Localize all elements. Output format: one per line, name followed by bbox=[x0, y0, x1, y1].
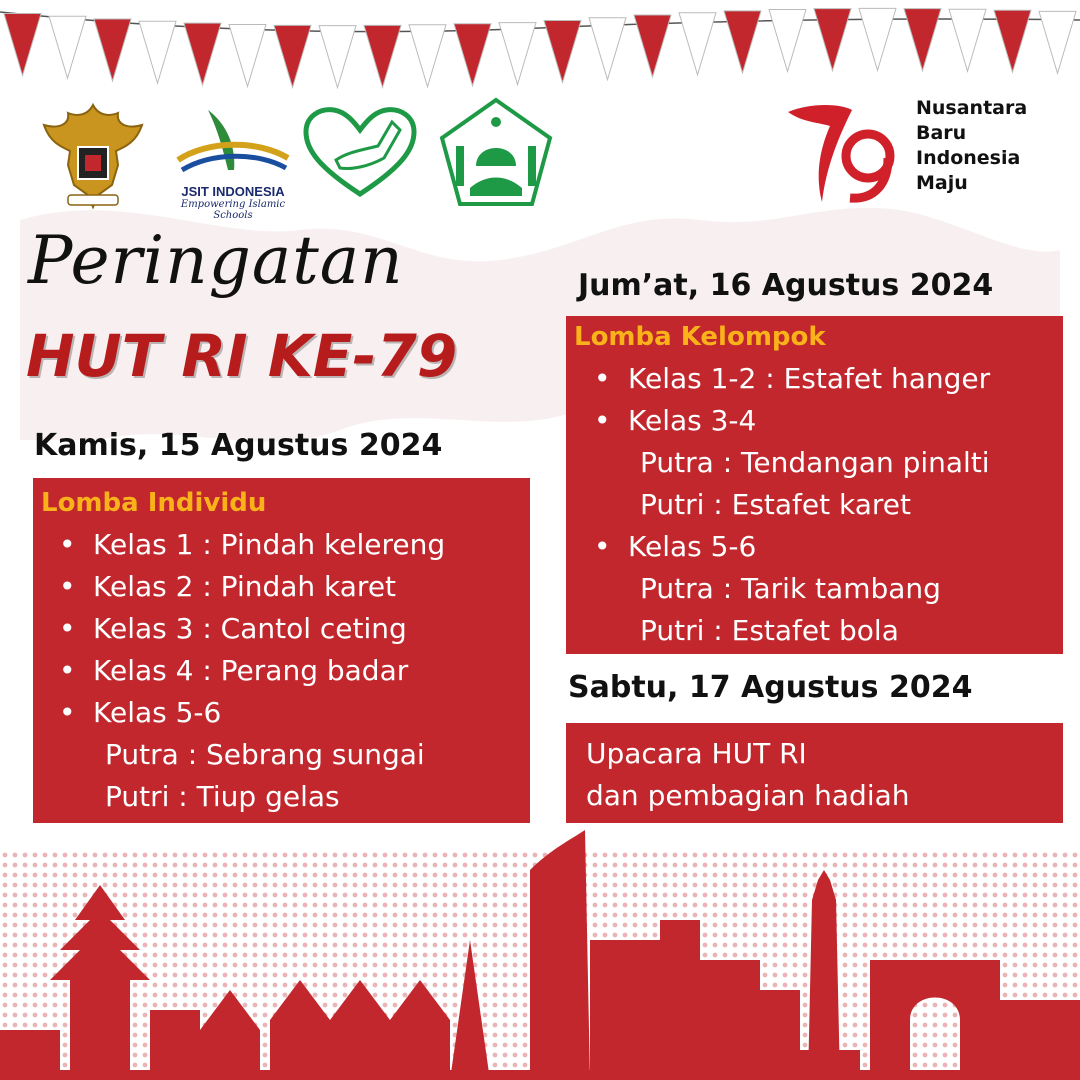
bunting-flag bbox=[4, 13, 41, 75]
day2-date: Jum’at, 16 Agustus 2024 bbox=[578, 268, 994, 303]
day1-heading: Lomba Individu bbox=[41, 488, 267, 518]
day1-item-2: • Kelas 2 : Pindah karet bbox=[93, 570, 396, 603]
bunting-flag bbox=[1039, 11, 1076, 73]
day1-item-1: • Kelas 1 : Pindah kelereng bbox=[93, 528, 445, 561]
heart-hands-icon bbox=[300, 102, 420, 202]
bunting-decoration bbox=[0, 0, 1080, 110]
bunting-flag bbox=[859, 8, 896, 70]
bunting-flag bbox=[409, 25, 446, 87]
bunting-flag bbox=[184, 23, 221, 85]
bunting-flag bbox=[814, 9, 851, 71]
title-main: HUT RI KE-79 bbox=[26, 322, 458, 390]
city-skyline-illustration bbox=[0, 830, 1080, 1080]
jsit-logo bbox=[168, 100, 298, 221]
anniversary-tagline bbox=[916, 96, 1027, 196]
day2-item-2: • Kelas 3-4 bbox=[628, 404, 756, 437]
day1-box bbox=[33, 478, 530, 823]
day3-date: Sabtu, 17 Agustus 2024 bbox=[568, 670, 973, 705]
tagline-line-4: Maju bbox=[916, 172, 968, 194]
jsit-logo-text: JSIT INDONESIA bbox=[181, 184, 285, 199]
bunting-flag bbox=[454, 24, 491, 86]
day1-item-4: • Kelas 4 : Perang badar bbox=[93, 654, 408, 687]
day2-box bbox=[566, 316, 1063, 654]
tagline-line-3: Indonesia bbox=[916, 147, 1021, 169]
day2-item-3: • Kelas 5-6 bbox=[628, 530, 756, 563]
bunting-flag bbox=[904, 9, 941, 71]
bunting-flag bbox=[364, 25, 401, 87]
day2-item-3-sub-1: Putra : Tarik tambang bbox=[640, 572, 941, 605]
tagline-line-2: Baru bbox=[916, 122, 967, 144]
day2-item-3-sub-2: Putri : Estafet bola bbox=[640, 614, 899, 647]
day3-line-1: Upacara HUT RI bbox=[586, 737, 807, 770]
bunting-flag bbox=[994, 10, 1031, 72]
bunting-flag bbox=[724, 11, 761, 73]
title-script: Peringatan bbox=[28, 222, 404, 299]
school-logo-icon bbox=[436, 96, 556, 208]
day1-item-3: • Kelas 3 : Cantol ceting bbox=[93, 612, 407, 645]
day1-sub-2: Putri : Tiup gelas bbox=[105, 780, 340, 813]
bunting-flag bbox=[319, 26, 356, 88]
tagline-line-1: Nusantara bbox=[916, 97, 1028, 119]
day2-item-2-sub-2: Putri : Estafet karet bbox=[640, 488, 912, 521]
day3-box bbox=[566, 723, 1063, 823]
bunting-flag bbox=[499, 23, 536, 85]
quill-icon bbox=[168, 100, 298, 180]
day2-heading: Lomba Kelompok bbox=[574, 322, 826, 352]
day3-line-2: dan pembagian hadiah bbox=[586, 779, 910, 812]
bunting-flag bbox=[139, 21, 176, 83]
bunting-flag bbox=[949, 9, 986, 71]
bunting-flag bbox=[49, 16, 86, 78]
day1-sub-1: Putra : Sebrang sungai bbox=[105, 738, 425, 771]
day1-item-5: • Kelas 5-6 bbox=[93, 696, 221, 729]
day1-date: Kamis, 15 Agustus 2024 bbox=[34, 428, 443, 463]
garuda-emblem-icon bbox=[38, 95, 148, 213]
bunting-flag bbox=[229, 25, 266, 87]
day2-item-2-sub-1: Putra : Tendangan pinalti bbox=[640, 446, 990, 479]
bunting-flag bbox=[769, 9, 806, 71]
bunting-flag bbox=[94, 19, 131, 81]
bunting-flag bbox=[274, 25, 311, 87]
bunting-flag bbox=[634, 15, 671, 77]
bunting-flag bbox=[544, 21, 581, 83]
anniversary-79-logo bbox=[782, 98, 902, 208]
bunting-flag bbox=[679, 13, 716, 75]
jsit-logo-subtext: Empowering Islamic Schools bbox=[180, 199, 286, 221]
bunting-flag bbox=[589, 18, 626, 80]
day2-item-1: • Kelas 1-2 : Estafet hanger bbox=[628, 362, 990, 395]
